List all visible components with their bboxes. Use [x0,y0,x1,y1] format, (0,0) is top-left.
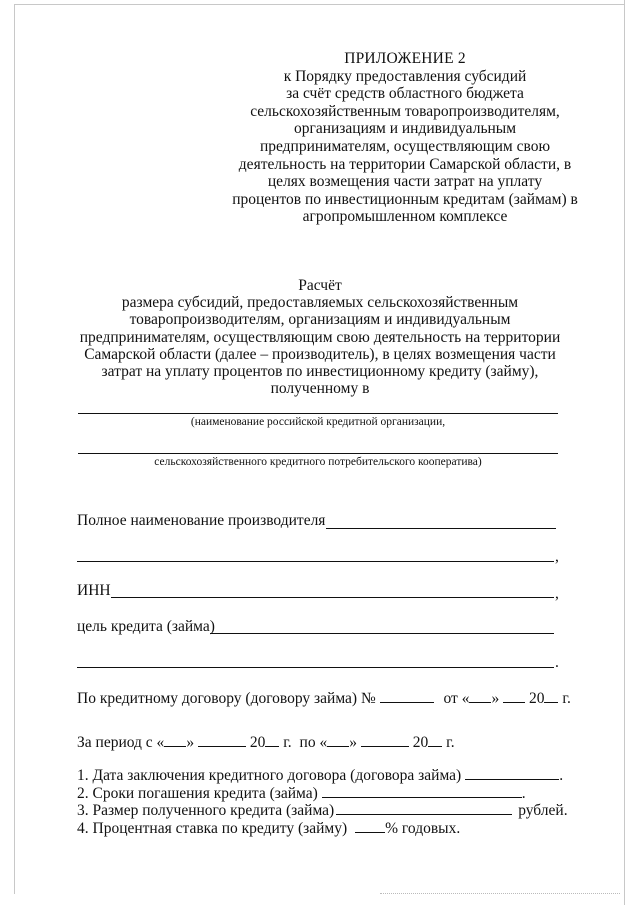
interest-rate-field[interactable] [355,818,385,833]
title-line: размера субсидий, предоставляемых сельскохозяйственным [121,294,519,312]
period-start-close-quote: » [186,734,195,751]
numbered-items [77,765,577,835]
producer-comma: , [555,548,559,565]
item-suffix: . [521,784,526,802]
contract-year-field[interactable] [544,688,558,703]
item-suffix: рублей. [518,802,568,819]
contract-year-prefix: 20 [528,690,545,707]
list-item [77,818,577,836]
period-row [77,732,455,752]
appendix-line: деятельность на территории Самарской области, в [238,155,572,173]
title-line: полученному в [270,380,370,398]
appendix-line: к Порядку предоставления субсидий [283,67,527,85]
item-label: 3. Размер полученного кредита (займа) [77,802,335,819]
appendix-line: предпринимателям, осуществляющим свою [259,137,551,155]
list-item [77,783,577,801]
period-start-day-field[interactable] [164,732,186,747]
period-start-month-field[interactable] [198,732,246,747]
appendix-line: организациям и индивидуальным [293,120,517,138]
appendix-line: за счёт средств областного бюджета [286,85,524,103]
title-line: товаропроизводителям, организациям и индивидуальным [129,311,511,329]
period-from-label: За период с « [77,734,165,751]
period-end-month-field[interactable] [361,732,409,747]
title-line: затрат на уплату процентов по инвестиционному кредиту (займу), [101,363,539,381]
bank-name-field[interactable] [78,413,558,414]
producer-row [77,512,325,530]
contract-label: По кредитному договору (договору займа) № [77,690,376,707]
coop-name-field[interactable] [78,453,558,454]
purpose-field[interactable] [210,633,554,634]
item-label: 2. Сроки погашения кредита (займа) [77,784,318,802]
contract-year-suffix: г. [562,690,571,707]
period-end-year-suffix: г. [446,734,455,751]
period-end-year-field[interactable] [428,732,442,747]
inn-field[interactable] [111,597,554,598]
appendix-header [222,50,588,226]
repayment-term-field[interactable] [322,783,522,798]
item-label: 4. Процентная ставка по кредиту (займу) [77,819,348,837]
scan-edge-top [14,4,624,5]
loan-date-field[interactable] [465,765,559,780]
contract-day-field[interactable] [469,688,491,703]
title-line: предпринимателям, осуществляющим свою деятельность на территории [79,328,561,346]
appendix-title: ПРИЛОЖЕНИЕ 2 [344,50,466,67]
coop-name-caption: сельскохозяйственного кредитного потребительского кооператива) [154,456,482,468]
contract-row [77,688,571,708]
appendix-line: процентов по инвестиционным кредитам (займам) в [232,190,578,208]
item-suffix: . [559,767,564,784]
list-item [77,765,577,783]
contract-close-quote: » [491,690,500,707]
scan-edge-left [14,4,15,894]
bank-name-caption: (наименование российской кредитной организации, [190,416,446,428]
title-line: Самарской области (далее – производитель), в целях возмещения части [84,345,556,363]
purpose-field-2[interactable] [77,667,554,668]
appendix-line: целях возмещения части затрат на уплату [267,173,543,191]
contract-number-field[interactable] [380,688,434,703]
scan-artifact [380,893,620,900]
producer-label: Полное наименование производителя [77,512,326,529]
period-start-year-field[interactable] [265,732,279,747]
producer-name-field-2[interactable] [77,561,554,562]
period-to-label: по « [299,734,328,751]
period-start-year-prefix: 20 [249,734,266,751]
producer-name-field[interactable] [326,528,556,529]
contract-from-label: от « [443,690,470,707]
document-title [60,277,580,397]
appendix-line: агропромышленном комплексе [302,208,508,226]
contract-month-field[interactable] [503,688,525,703]
period-end-year-prefix: 20 [412,734,429,751]
appendix-line: сельскохозяйственным товаропроизводителям, [250,102,560,120]
period-end-close-quote: » [349,734,357,751]
item-suffix: % годовых. [385,819,461,837]
inn-label: ИНН [77,582,111,599]
period-end-day-field[interactable] [327,732,349,747]
loan-amount-field[interactable] [336,800,512,815]
period-start-year-suffix: г. [283,734,292,751]
purpose-period: . [555,654,559,671]
list-item [77,800,577,818]
item-label: 1. Дата заключения кредитного договора (договора займа) [77,767,462,784]
title-heading: Расчёт [298,277,342,294]
purpose-label: цель кредита (займа) [77,618,215,635]
inn-comma: , [555,585,559,602]
scan-edge-right [624,0,625,905]
